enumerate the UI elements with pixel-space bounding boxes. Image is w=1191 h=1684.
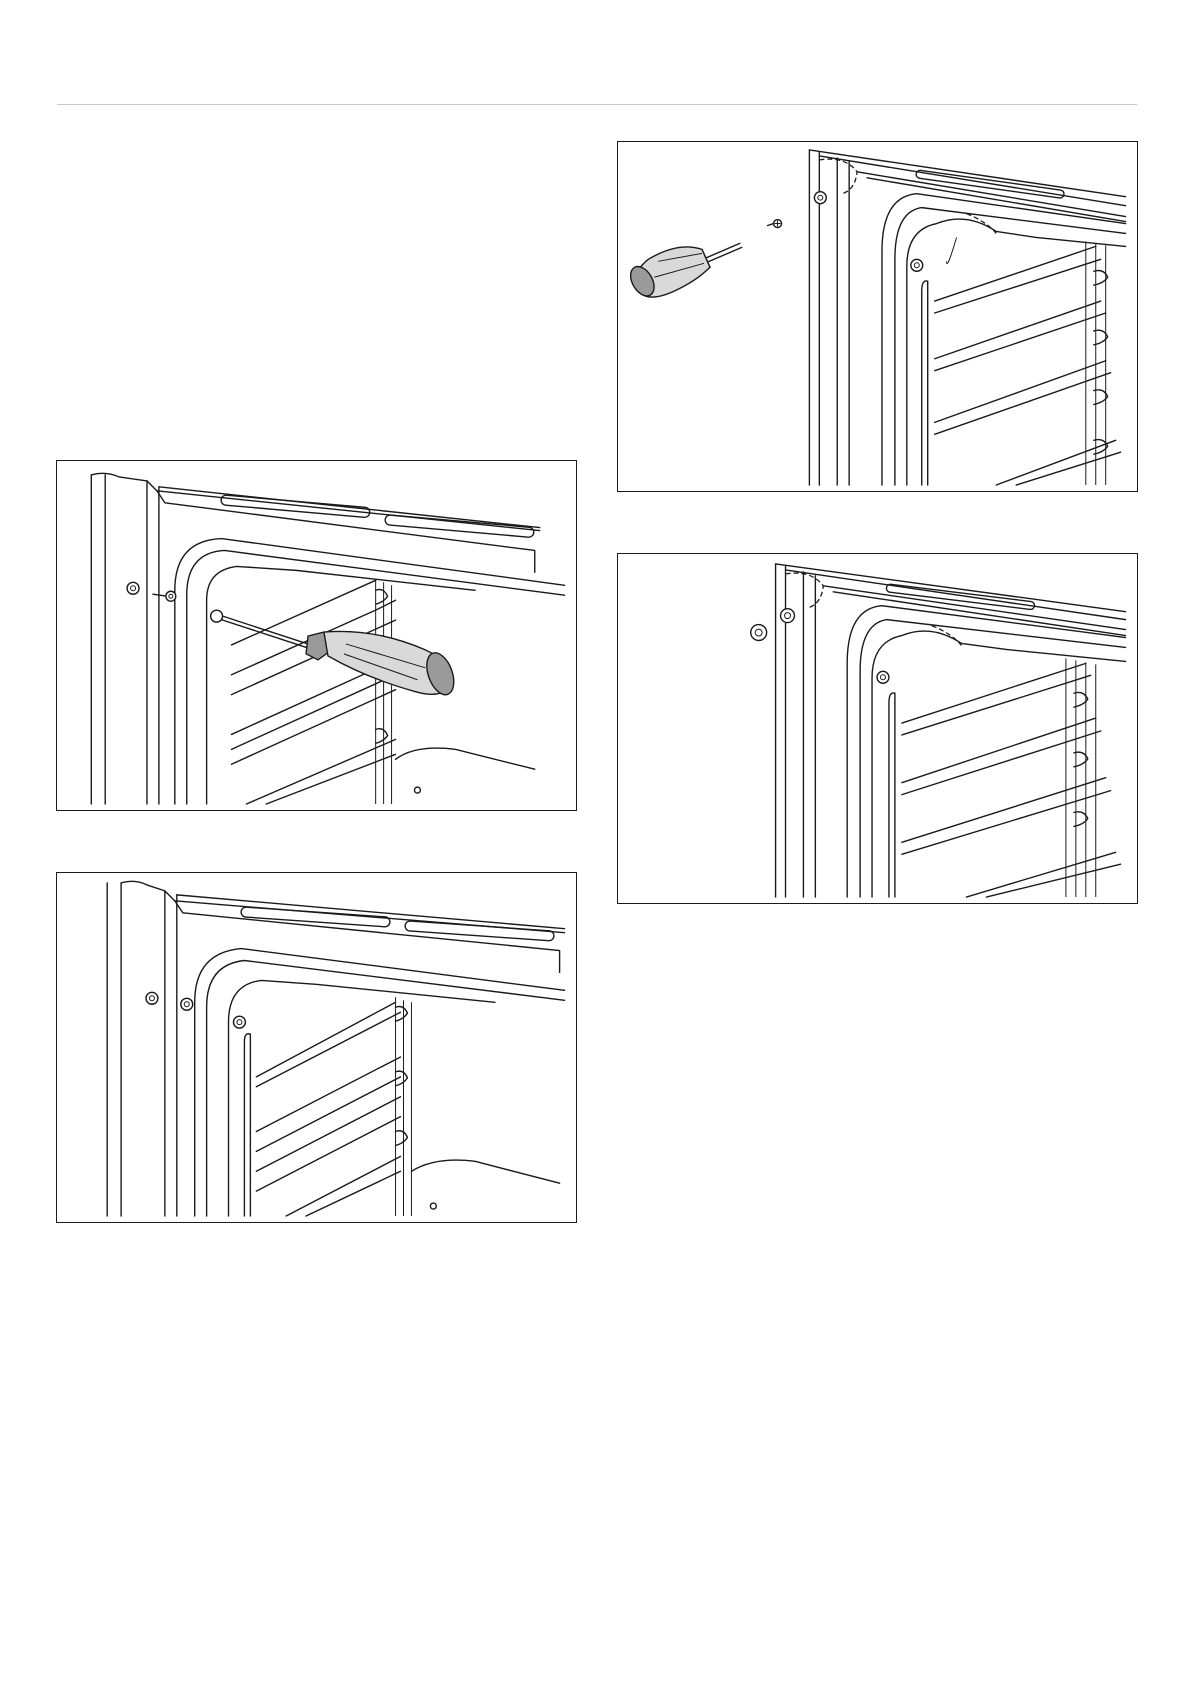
header-rule — [57, 104, 1137, 105]
screw-icon — [781, 609, 795, 623]
oven-corner-illustration — [618, 142, 1137, 491]
figure-screwdriver-and-screw — [617, 141, 1138, 492]
figure-screws-in-place — [56, 872, 577, 1223]
screwdriver-icon — [626, 243, 742, 300]
oven-corner-illustration — [57, 461, 576, 810]
screw-hole-icon — [127, 582, 139, 594]
screw-icon — [153, 591, 176, 601]
figure-loose-nut — [617, 553, 1138, 904]
nut-icon — [877, 671, 889, 683]
nut-icon — [233, 1016, 245, 1028]
oven-corner-illustration — [57, 873, 576, 1222]
figure-screwdriver-removing-screw — [56, 460, 577, 811]
screw-icon — [768, 220, 782, 228]
nut-icon — [751, 625, 767, 641]
screw-icon — [181, 998, 193, 1010]
oven-corner-illustration — [618, 554, 1137, 903]
nut-icon — [911, 259, 923, 271]
screw-icon — [146, 992, 158, 1004]
